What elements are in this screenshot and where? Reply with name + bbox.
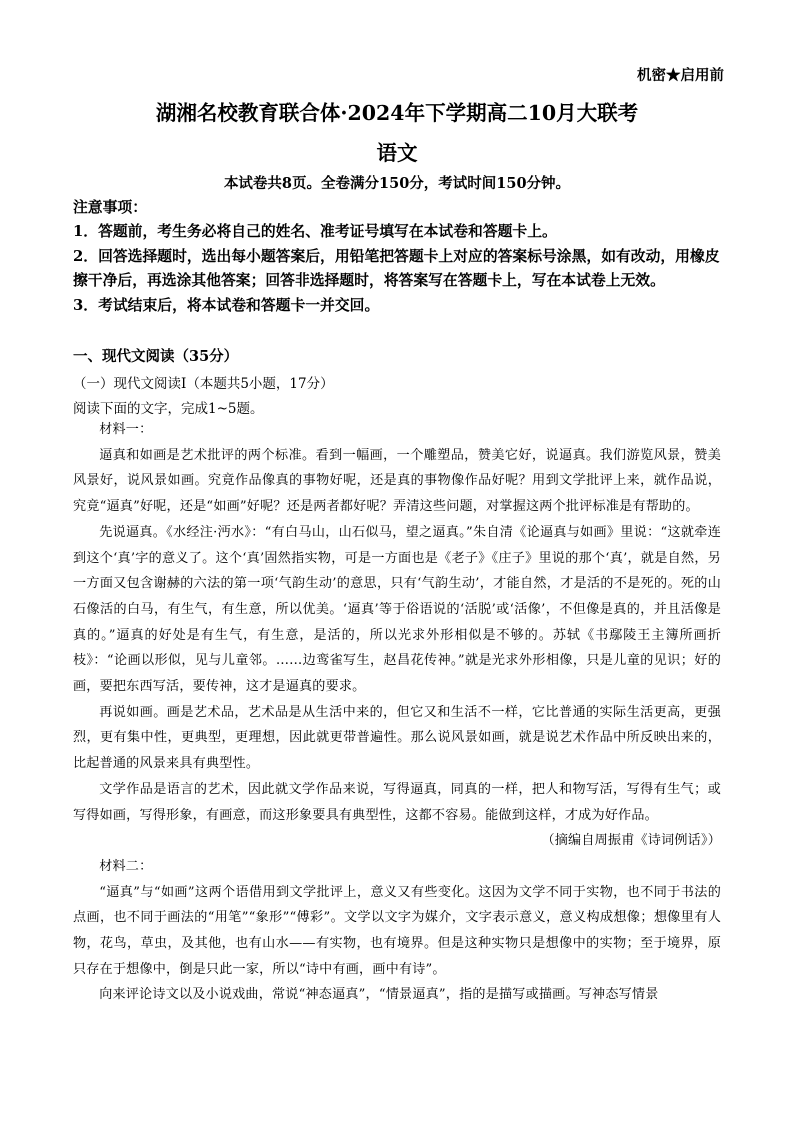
- classified-label: 机密★启用前: [637, 67, 724, 84]
- passage-paragraph: 逼真和如画是艺术批评的两个标准。看到一幅画，一个雕塑品，赞美它好，说逼真。我们游览风景，赞美风景好，说风景如画。究竟作品像真的事物好呢，还是真的事物像作品好呢？用到文学批评上来，就作品说，究竟“逼真”好呢，还是“如画”好呢？还是两者都好呢？弄清这些问题，对掌握这两个批评标准是有帮助的。: [73, 447, 721, 515]
- notes-heading: 注意事项：: [73, 199, 147, 216]
- section-heading: 一、现代文阅读（35分）: [73, 348, 239, 365]
- passage-paragraph: 先说逼真。《水经注·沔水》：“有白马山，山石似马，望之逼真。”朱自清《论逼真与如画》里说：“这就牵连到这个‘真’字的意义了。这个‘真’固然指实物，可是一方面也是《老子》《庄子》里说的那个‘真’，就是自然，另一方面又包含谢赫的六法的第一项‘气韵生动’的意思，只有‘气韵生动’，才能自然，才是活的不是死的。死的山石像活的白马，有生气，有生意，所以优美。‘逼真’等于俗语说的‘活脱’或‘活像’，不但像是真的，并且活像是真的。”逼真的好处是有生气，有生意，是活的，所以光求外形相似是不够的。苏轼《书鄢陵王主簿所画折枝》：“论画以形似，见与儿童邻。……边鸾雀写生，赵昌花传神。”就是光求外形相像，只是儿童的见识；好的画，要把东西写活，要传神，这才是逼真的要求。: [73, 524, 721, 695]
- passage-paragraph: 文学作品是语言的艺术，因此就文学作品来说，写得逼真，同真的一样，把人和物写活，写得有生气；或写得如画，写得形象，有画意，而这形象要具有典型性，这都不容易。能做到这样，才成为好作品。: [73, 781, 721, 823]
- exam-info: 本试卷共8页。全卷满分150分，考试时间150分钟。: [223, 175, 571, 192]
- subject-title: 语文: [376, 141, 418, 165]
- passage-paragraph: “逼真”与“如画”这两个语借用到文学批评上，意义又有些变化。这因为文学不同于实物，也不同于书法的点画，也不同于画法的“用笔”“象形”“傅彩”。文学以文字为媒介，文字表示意义，意义构成想像；想像里有人物，花鸟，草虫，及其他，也有山水——有实物，也有境界。但是这种实物只是想像中的实物；至于境界，原只存在于想像中，倒是只此一家，所以“诗中有画，画中有诗”。: [73, 884, 721, 977]
- material-label: 材料一：: [99, 422, 153, 437]
- note-item: 2．回答选择题时，选出每小题答案后，用铅笔把答题卡上对应的答案标号涂黑，如有改动，用橡皮擦干净后，再选涂其他答案；回答非选择题时，将答案写在答题卡上，写在本试卷上无效。: [73, 247, 720, 290]
- subsection-heading: （一）现代文阅读Ⅰ（本题共5小题，17分）: [73, 376, 334, 392]
- note-item: 3．考试结束后，将本试卷和答题卡一并交回。: [73, 296, 380, 314]
- source-citation: （摘编自周振甫《诗词例话》）: [541, 833, 721, 849]
- notes-block: [73, 196, 721, 318]
- exam-title: 湖湘名校教育联合体·2024年下学期高二10月大联考: [155, 101, 639, 125]
- material-label: 材料二：: [99, 858, 153, 874]
- note-item: 1．答题前，考生务必将自己的姓名、准考证号填写在本试卷和答题卡上。: [73, 223, 557, 241]
- passage-paragraph: 再说如画。画是艺术品，艺术品是从生活中来的，但它又和生活不一样，它比普通的实际生活更高，更强烈，更有集中性，更典型，更理想，因此就更带普遍性。那么说风景如画，就是说艺术作品中所反映出来的，比起普通的风景来具有典型性。: [73, 704, 721, 772]
- passage-paragraph: 向来评论诗文以及小说戏曲，常说“神态逼真”，“情景逼真”，指的是描写或描画。写神态写情景: [99, 987, 659, 1003]
- reading-passage: [73, 417, 721, 1008]
- reading-instruction: 阅读下面的文字，完成1~5题。: [73, 401, 264, 417]
